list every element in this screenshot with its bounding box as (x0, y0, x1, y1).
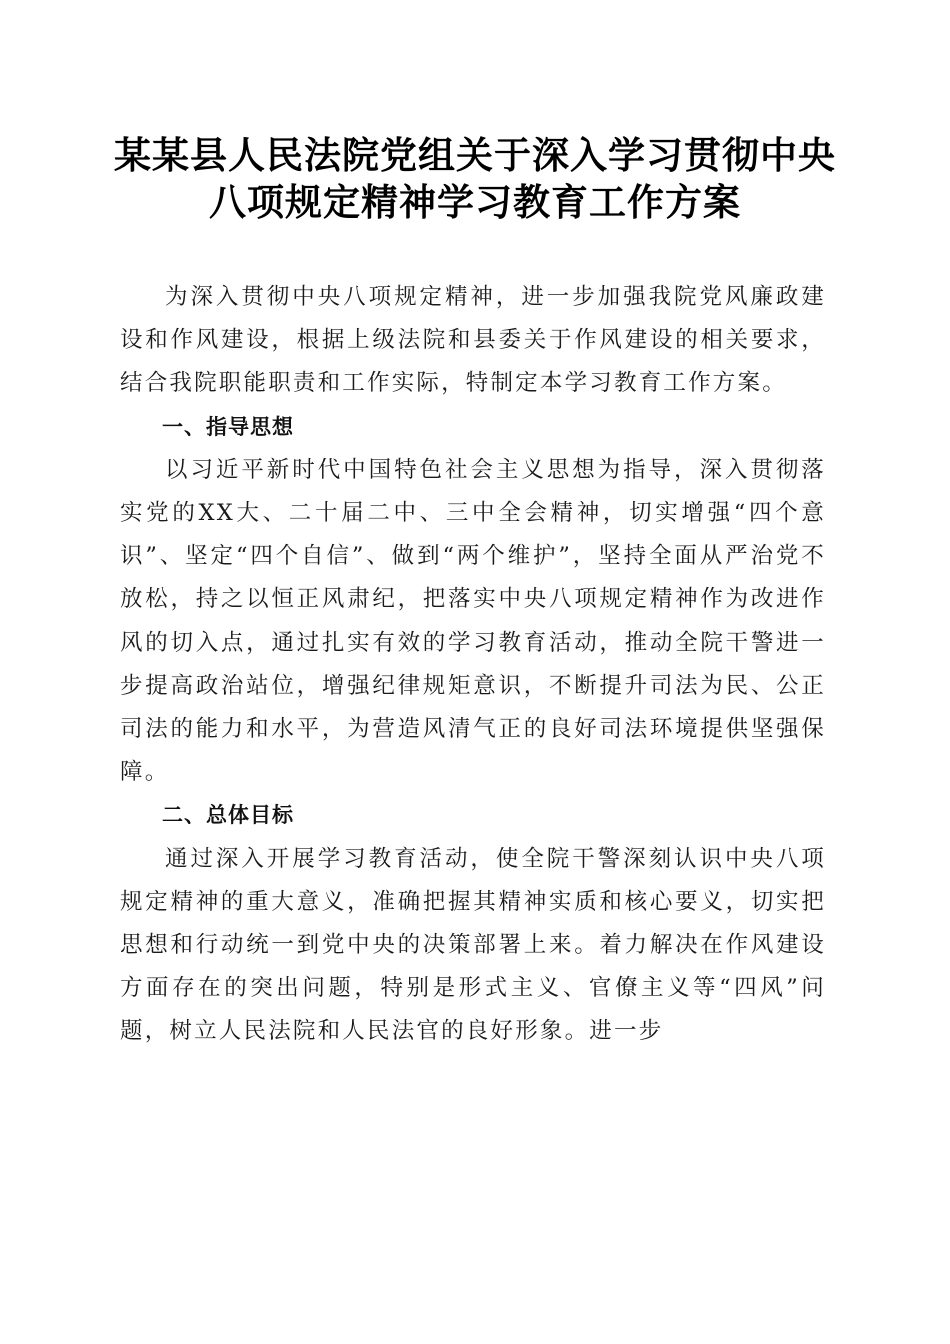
section-paragraph-guiding-ideology: 以习近平新时代中国特色社会主义思想为指导，深入贯彻落实党的XX大、二十届二中、三中全会精神，切实增强“四个意识”、坚定“四个自信”、做到“两个维护”，坚持全面从严治党不放松，持之以恒正风肃纪，把落实中央八项规定精神作为改进作风的切入点，通过扎实有效的学习教育活动，推动全院干警进一步提高政治站位，增强纪律规矩意识，不断提升司法为民、公正司法的能力和水平，为营造风清气正的良好司法环境提供坚强保障。 (120, 456, 826, 786)
section-heading-overall-goals: 二、总体目标 (162, 803, 294, 828)
section-heading-guiding-ideology: 一、指导思想 (162, 414, 294, 439)
document-body (120, 276, 826, 1054)
intro-paragraph: 为深入贯彻中央八项规定精神，进一步加强我院党风廉政建设和作风建设，根据上级法院和县委关于作风建设的相关要求，结合我院职能职责和工作实际，特制定本学习教育工作方案。 (120, 284, 826, 397)
section-paragraph-overall-goals: 通过深入开展学习教育活动，使全院干警深刻认识中央八项规定精神的重大意义，准确把握其精神实质和核心要义，切实把思想和行动统一到党中央的决策部署上来。着力解决在作风建设方面存在的突出问题，特别是形式主义、官僚主义等“四风”问题，树立人民法院和人民法官的良好形象。进一步 (120, 845, 826, 1045)
document-title: 某某县人民法院党组关于深入学习贯彻中央八项规定精神学习教育工作方案 (114, 133, 836, 224)
